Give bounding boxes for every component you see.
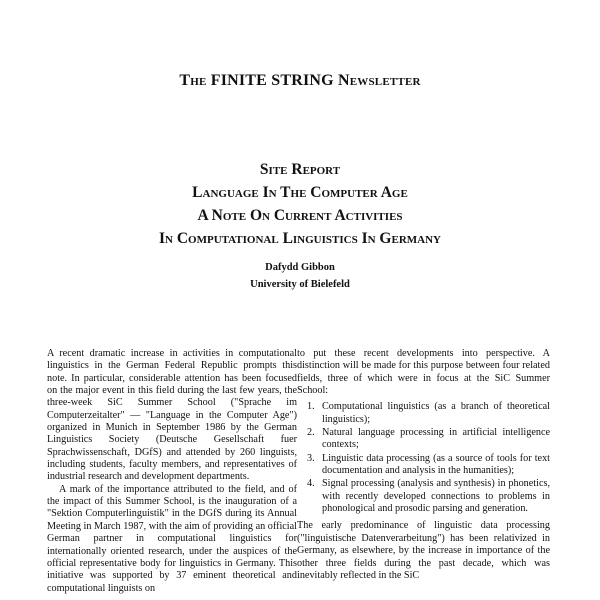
list-item bbox=[297, 401, 550, 426]
body-paragraph: to put these recent developments into perspective. A distinction will be made for this purpose between four related fields, three of which were in focus at the SiC Summer School: bbox=[297, 348, 550, 397]
list-text: Linguistic data processing (as a source of tools for text documentation and analysis in the humanities); bbox=[322, 452, 550, 477]
list-text: Signal processing (analysis and synthesis) in phonetics, with recently developed connections to problems in phonological and prosodic parsing and generation. bbox=[322, 478, 550, 515]
masthead-suffix: Newsletter bbox=[338, 72, 421, 89]
fields-list bbox=[297, 401, 550, 515]
article-title-line-2: A Note On Current Activities bbox=[197, 207, 403, 224]
article-title-line-3: In Computational Linguistics In Germany bbox=[159, 230, 441, 247]
article-title-block bbox=[0, 158, 600, 250]
newsletter-masthead bbox=[0, 72, 600, 90]
masthead-prefix: The bbox=[179, 72, 207, 89]
list-text: Natural language processing in artificial intelligence contexts; bbox=[322, 427, 550, 451]
list-text: Computational linguistics (as a branch of theoretical linguistics); bbox=[322, 401, 550, 425]
list-number: 1. bbox=[307, 401, 315, 413]
body-paragraph: The early predominance of linguistic data processing ("linguistische Datenverarbeitung") has been relativized in Germany, as elsewhere, by the increase in importance of the other three fields during the past decade, which was inevitably reflected in the SiC bbox=[297, 520, 550, 581]
list-item bbox=[297, 427, 550, 452]
left-column bbox=[47, 348, 297, 595]
masthead-name: FINITE STRING bbox=[210, 72, 334, 89]
body-paragraph: A recent dramatic increase in activities in computational linguistics in the German Federal Republic prompts this note. In particular, considerable attention has been focused on the major event in this field during the last few years, the three-week SiC Summer School ("Sprache im Computerzeitalter" — "Language in the Computer Age") organized in Munich in September 1986 by the German Linguistics Society (Deutsche Gesellschaft fuer Sprachwissenschaft, DGfS) and attended by 260 linguists, including students, faculty members, and representatives of industrial research and development departments. bbox=[47, 348, 297, 483]
author-affiliation: University of Bielefeld bbox=[250, 279, 350, 290]
list-item bbox=[297, 478, 550, 515]
section-label: Site Report bbox=[259, 161, 341, 178]
list-number: 4. bbox=[307, 478, 315, 490]
author-name: Dafydd Gibbon bbox=[265, 262, 335, 273]
list-item bbox=[297, 453, 550, 478]
article-title-line-1: Language In The Computer Age bbox=[192, 184, 408, 201]
byline bbox=[0, 259, 600, 293]
right-column bbox=[297, 348, 550, 582]
list-number: 2. bbox=[307, 427, 315, 439]
list-number: 3. bbox=[307, 452, 315, 464]
body-paragraph: A mark of the importance attributed to the field, and of the impact of this Summer School, is the inauguration of a "Sektion Computerlinguistik" in the DGfS during its Annual Meeting in March 1987, with the aim of providing an official German partner in computational linguistics for internationally oriented research, under the auspices of the official representative body for linguistics in Germany. This initiative was supported by 37 eminent theoretical and computational linguists on bbox=[47, 483, 297, 594]
